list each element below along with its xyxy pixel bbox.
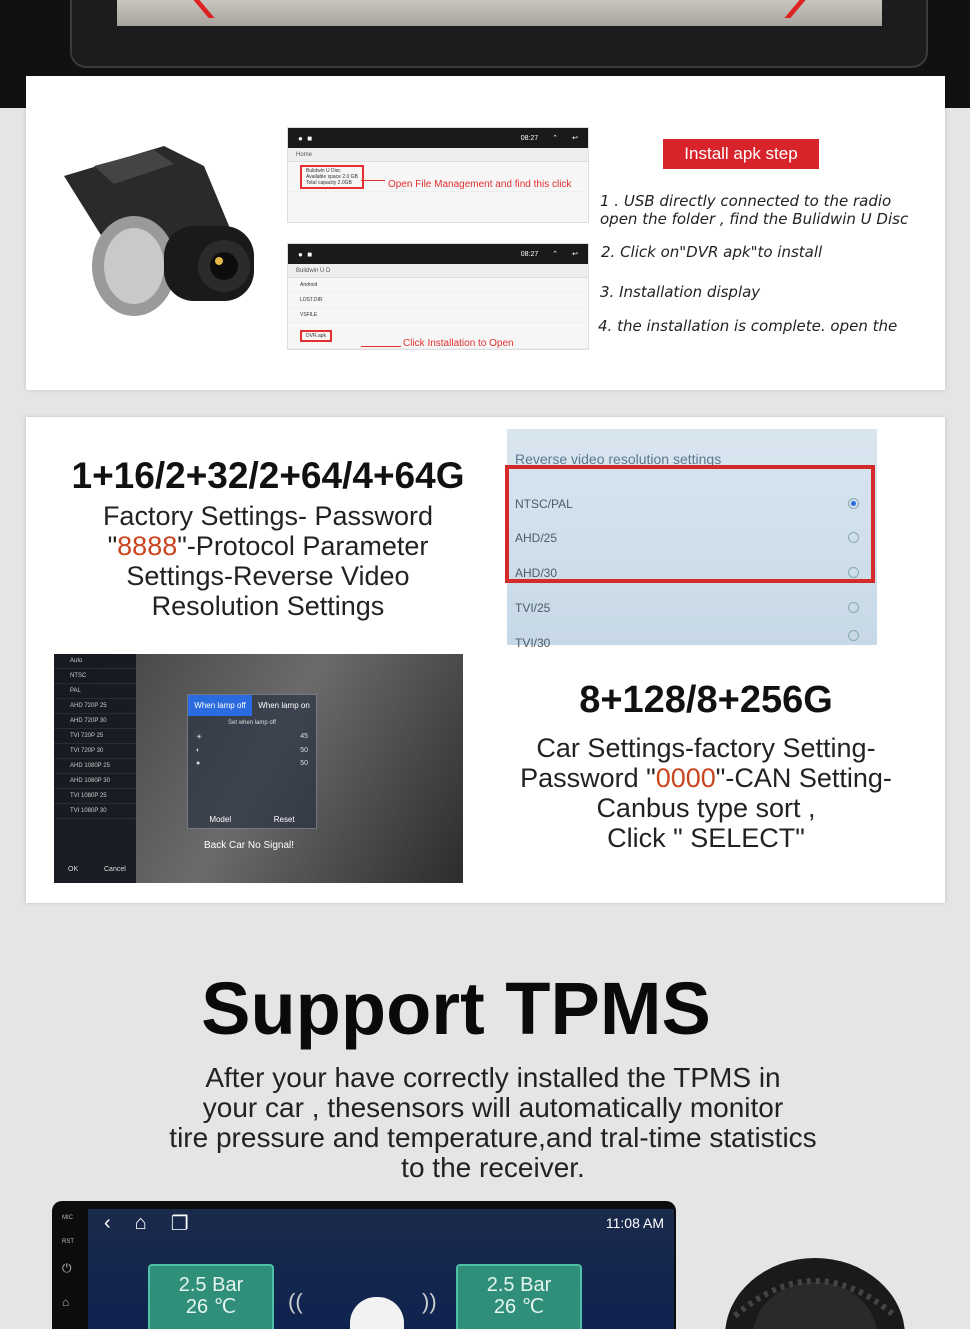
model-button[interactable]: Model — [209, 815, 232, 824]
saturation-row[interactable] — [188, 757, 316, 770]
up-icon: ⌃ — [552, 251, 559, 258]
desc-line: Click " SELECT" — [607, 823, 805, 853]
resolution-title: Reverse video resolution settings — [515, 451, 722, 467]
usb-disc-space: Available space 2.0 GB — [306, 173, 358, 180]
brightness-row[interactable] — [188, 730, 316, 744]
tpms-description — [110, 1063, 876, 1183]
option-label: NTSC/PAL — [515, 497, 573, 511]
sun-icon: ☀ — [196, 734, 203, 741]
guide-line-right — [784, 0, 859, 18]
format-item[interactable]: AHD 1080P 30 — [54, 774, 136, 789]
annotation-2: Click Installation to Open — [403, 338, 514, 349]
no-signal-text: Back Car No Signal! — [204, 840, 295, 851]
radio-icon — [848, 630, 859, 641]
install-step-1: 1 . USB directly connected to the radio open the folder , find the Bulidwin U Disc — [600, 192, 909, 228]
desc-line: After your have correctly installed the TPMS in — [205, 1062, 781, 1093]
option-label: AHD/30 — [515, 566, 558, 580]
password-0000: 0000 — [655, 763, 716, 793]
rst-label: RST — [62, 1239, 74, 1245]
option-label: AHD/25 — [515, 531, 558, 545]
format-item[interactable]: TVI 1080P 30 — [54, 804, 136, 819]
back-icon: ↩ — [572, 135, 578, 142]
tire-pressure: 2.5 Bar — [178, 1274, 244, 1296]
status-bar — [288, 128, 588, 148]
contrast-value: 50 — [300, 747, 308, 754]
list-item[interactable]: VSFILE — [288, 308, 588, 323]
spec-desc-large — [500, 733, 912, 853]
format-item[interactable]: AHD 720P 25 — [54, 699, 136, 714]
dashcam-image — [54, 136, 264, 326]
arrow-2 — [361, 346, 401, 347]
guide-line-left — [139, 0, 214, 18]
usb-disc-highlight — [300, 165, 364, 189]
breadcrumb: Home — [288, 148, 588, 162]
ok-button[interactable]: OK — [68, 866, 79, 873]
tpms-head-unit — [52, 1201, 676, 1329]
back-icon[interactable]: ‹ — [104, 1211, 111, 1234]
option-label: TVI/25 — [515, 601, 551, 615]
option-tvi-30[interactable] — [515, 636, 869, 650]
tab-lamp-off[interactable]: When lamp off — [188, 695, 252, 716]
option-tvi-25[interactable] — [515, 601, 869, 615]
desc-line — [500, 763, 912, 793]
option-label: TVI/30 — [515, 636, 551, 650]
nav-bar — [88, 1209, 674, 1237]
list-item[interactable]: LOST.DIR — [288, 293, 588, 308]
install-step-2: 2. Click on"DVR apk"to install — [601, 243, 823, 261]
home-side-icon[interactable]: ⌂ — [62, 1295, 70, 1309]
mic-label: MIC — [62, 1215, 73, 1221]
camera-format-list — [54, 654, 136, 883]
arrow-1 — [361, 180, 385, 181]
format-item[interactable]: NTSC — [54, 669, 136, 684]
tire-image — [720, 1256, 910, 1329]
signal-wave-icon: (( — [288, 1289, 303, 1314]
install-step-4: 4. the installation is complete. open the — [598, 317, 898, 335]
status-time: 08:27 — [520, 134, 539, 142]
format-item[interactable]: TVI 720P 25 — [54, 729, 136, 744]
recent-apps-icon[interactable]: ❐ — [170, 1212, 189, 1235]
desc-line: your car , thesensors will automatically monitor — [202, 1092, 784, 1123]
brightness-value: 45 — [300, 733, 308, 740]
status-bar — [288, 244, 588, 264]
power-icon[interactable]: ⏻ — [62, 1261, 72, 1275]
format-item[interactable]: PAL — [54, 684, 136, 699]
tpms-screen — [88, 1209, 674, 1329]
cancel-button[interactable]: Cancel — [104, 866, 126, 873]
format-item[interactable]: TVI 720P 30 — [54, 744, 136, 759]
spec-desc-small — [66, 501, 470, 621]
install-apk-card — [26, 76, 945, 390]
reset-button[interactable]: Reset — [273, 815, 295, 824]
contrast-row[interactable] — [188, 744, 316, 757]
format-item[interactable]: AHD 720P 30 — [54, 714, 136, 729]
desc-line — [66, 531, 470, 561]
saturation-icon: ● — [196, 760, 201, 767]
tire-temperature: 26 ℃ — [185, 1296, 237, 1318]
contrast-icon: ◐ — [196, 747, 201, 754]
camera-settings-screenshot — [54, 654, 463, 883]
radio-icon — [848, 602, 859, 613]
desc-part: Password " — [520, 763, 656, 793]
file-manager-screenshot-1 — [287, 127, 589, 223]
format-item[interactable]: AHD 1080P 25 — [54, 759, 136, 774]
desc-line: Canbus type sort , — [596, 793, 816, 823]
empty-area — [288, 192, 588, 222]
lamp-settings-panel — [187, 694, 317, 829]
lamp-subtitle: Set when lamp off — [228, 720, 276, 726]
right-tire-readout — [456, 1264, 582, 1329]
quote: " — [107, 531, 118, 561]
desc-line: Car Settings-factory Setting- — [536, 733, 876, 763]
usb-disc-name: Bulidwin U Disc — [306, 167, 341, 174]
status-time: 11:08 AM — [605, 1215, 664, 1231]
desc-line: Settings-Reverse Video — [126, 561, 410, 591]
left-tire-readout — [148, 1264, 274, 1329]
desc-part: "-CAN Setting- — [715, 763, 892, 793]
tpms-title: Support TPMS — [201, 967, 711, 1050]
password-8888: 8888 — [117, 531, 178, 561]
saturation-value: 50 — [300, 760, 308, 767]
desc-line: Factory Settings- Password — [102, 501, 434, 531]
tire-pressure: 2.5 Bar — [486, 1274, 552, 1296]
back-icon: ↩ — [572, 251, 578, 258]
device-screen — [117, 0, 882, 26]
desc-line: Resolution Settings — [151, 591, 385, 621]
annotation-1: Open File Management and find this click — [388, 179, 572, 190]
back-dot: ● ■ — [298, 133, 313, 143]
desc-part: "-Protocol Parameter — [177, 531, 429, 561]
lamp-buttons — [188, 815, 316, 824]
breadcrumb: Bulidwin U D — [288, 264, 588, 278]
signal-wave-icon: )) — [422, 1289, 437, 1314]
car-top-view-icon — [350, 1297, 404, 1329]
back-dot: ● ■ — [298, 249, 313, 259]
specs-card — [26, 417, 945, 903]
list-item[interactable]: Android — [288, 278, 588, 293]
tire-temperature: 26 ℃ — [493, 1296, 545, 1318]
desc-line: tire pressure and temperature,and tral-time statistics — [169, 1122, 817, 1153]
tab-lamp-on[interactable]: When lamp on — [258, 701, 310, 710]
format-item[interactable]: TVI 1080P 25 — [54, 789, 136, 804]
format-item[interactable]: Auto — [54, 654, 136, 669]
highlight-box — [505, 465, 875, 583]
install-step-3: 3. Installation display — [600, 283, 761, 301]
install-apk-title: Install apk step — [663, 139, 819, 169]
file-manager-screenshot-2 — [287, 243, 589, 350]
spec-title-large: 8+128/8+256G — [579, 679, 833, 721]
dvr-apk-highlight: DVR.apk — [300, 330, 332, 342]
up-icon: ⌃ — [552, 135, 559, 142]
status-time: 08:27 — [520, 250, 539, 258]
usb-disc-capacity: Total capacity 2.0GB — [306, 179, 352, 186]
lamp-tabs — [188, 695, 316, 716]
spec-title-small: 1+16/2+32/2+64/4+64G — [71, 455, 465, 496]
home-icon[interactable]: ⌂ — [134, 1211, 147, 1234]
side-buttons — [52, 1201, 88, 1329]
desc-line: to the receiver. — [401, 1152, 585, 1183]
